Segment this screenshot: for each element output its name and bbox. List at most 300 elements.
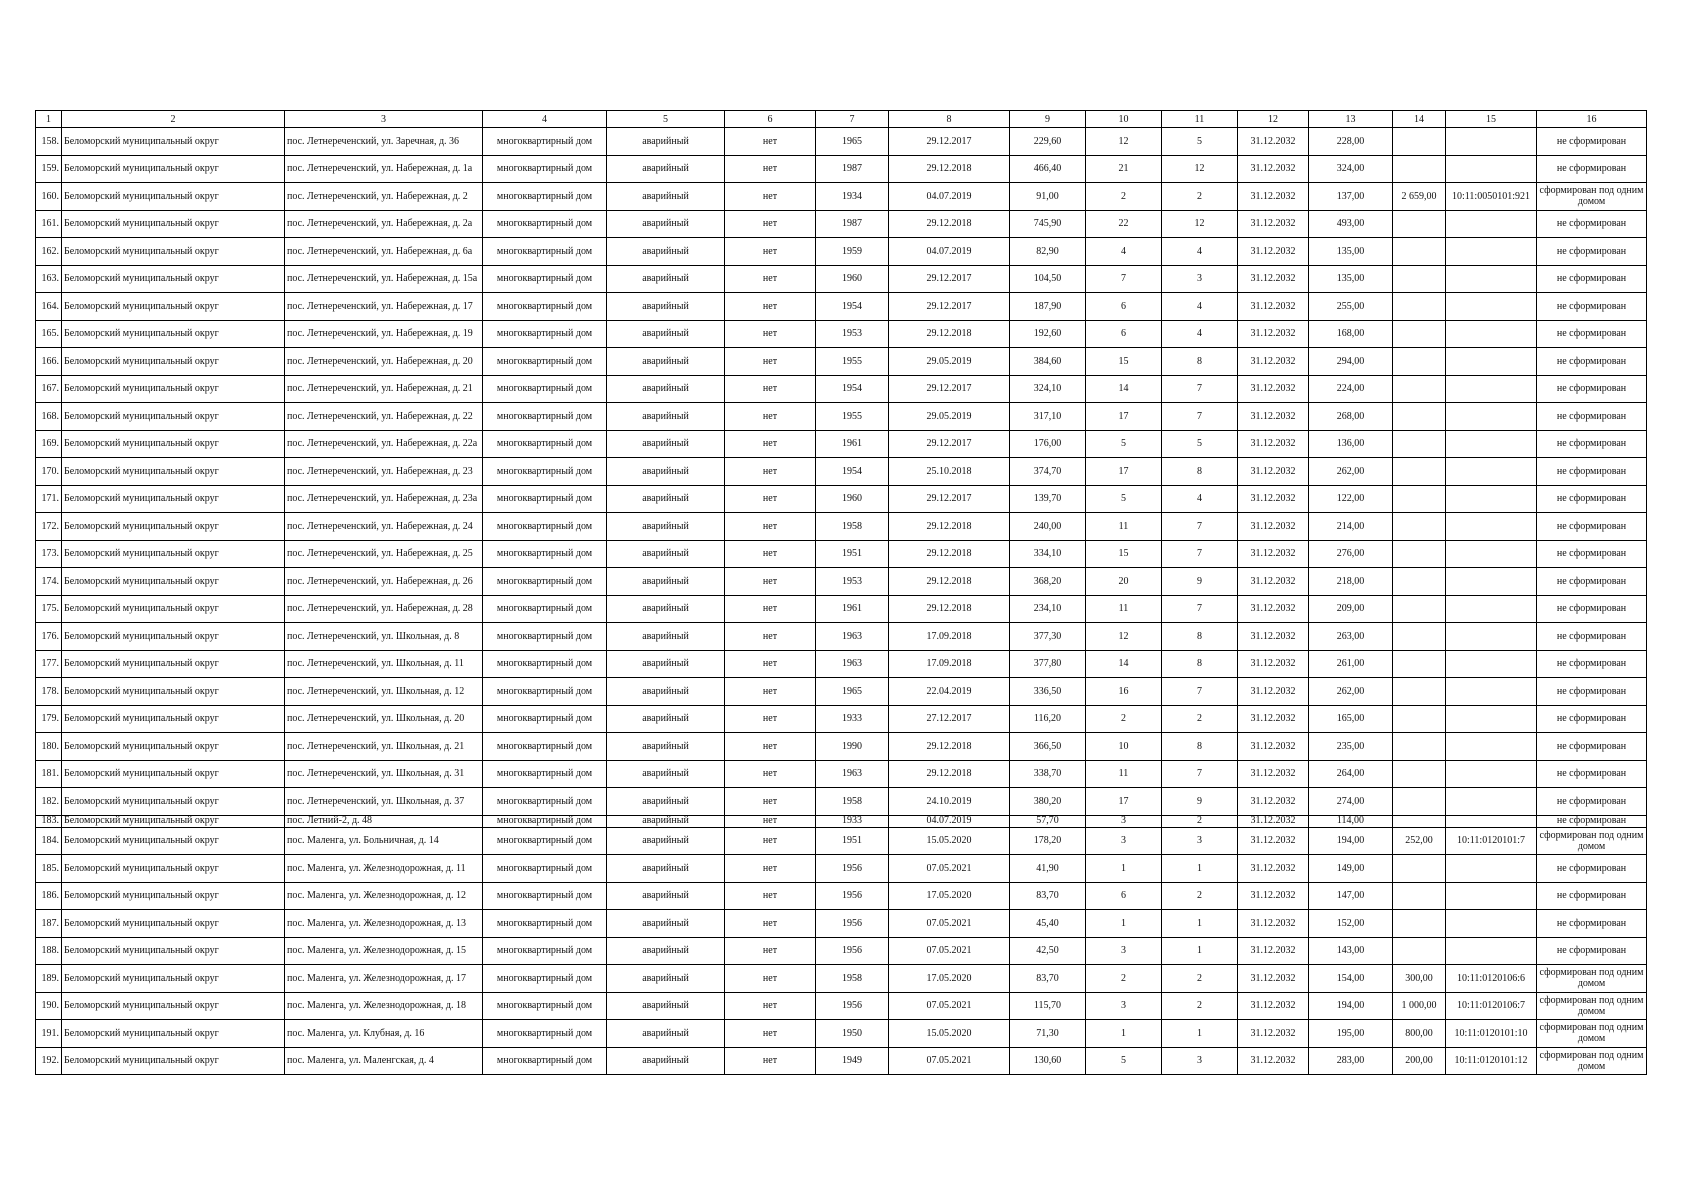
- table-cell: 154,00: [1309, 965, 1393, 993]
- table-cell: нет: [725, 623, 816, 651]
- table-cell: 143,00: [1309, 937, 1393, 965]
- table-cell: 317,10: [1010, 403, 1086, 431]
- table-cell: 234,10: [1010, 595, 1086, 623]
- table-cell: Беломорский муниципальный округ: [62, 513, 285, 541]
- table-cell: 29.05.2019: [889, 348, 1010, 376]
- table-cell: 1956: [816, 855, 889, 883]
- table-cell: 136,00: [1309, 430, 1393, 458]
- table-cell: 29.12.2017: [889, 128, 1010, 156]
- table-cell: 2: [1162, 183, 1238, 211]
- table-cell: многоквартирный дом: [483, 815, 607, 827]
- table-cell: [1393, 760, 1446, 788]
- table-cell: не сформирован: [1537, 293, 1647, 321]
- table-cell: 29.12.2018: [889, 513, 1010, 541]
- table-cell: Беломорский муниципальный округ: [62, 485, 285, 513]
- table-cell: [1446, 855, 1537, 883]
- table-cell: пос. Летнереченский, ул. Набережная, д. 20: [285, 348, 483, 376]
- column-header: 1: [36, 111, 62, 128]
- table-cell: 31.12.2032: [1238, 827, 1309, 855]
- header-row: [36, 111, 1647, 128]
- table-cell: 31.12.2032: [1238, 650, 1309, 678]
- table-cell: не сформирован: [1537, 485, 1647, 513]
- table-cell: 1959: [816, 238, 889, 266]
- column-header: 15: [1446, 111, 1537, 128]
- table-cell: нет: [725, 733, 816, 761]
- table-cell: пос. Летнереченский, ул. Набережная, д. 21: [285, 375, 483, 403]
- table-cell: пос. Летнереченский, ул. Набережная, д. 22: [285, 403, 483, 431]
- table-cell: пос. Летнереченский, ул. Набережная, д. 28: [285, 595, 483, 623]
- table-cell: 1960: [816, 265, 889, 293]
- column-header: 12: [1238, 111, 1309, 128]
- table-cell: [1393, 485, 1446, 513]
- table-row: [36, 485, 1647, 513]
- table-cell: 159.: [36, 155, 62, 183]
- table-cell: 334,10: [1010, 540, 1086, 568]
- column-header: 16: [1537, 111, 1647, 128]
- table-cell: аварийный: [607, 910, 725, 938]
- table-cell: многоквартирный дом: [483, 992, 607, 1020]
- table-cell: сформирован под одним домом: [1537, 827, 1647, 855]
- table-cell: 1956: [816, 882, 889, 910]
- table-cell: нет: [725, 265, 816, 293]
- table-cell: [1393, 705, 1446, 733]
- table-cell: 1: [1086, 855, 1162, 883]
- table-cell: 31.12.2032: [1238, 1047, 1309, 1075]
- table-cell: 8: [1162, 650, 1238, 678]
- table-cell: [1393, 937, 1446, 965]
- table-cell: пос. Летнереченский, ул. Набережная, д. 23: [285, 458, 483, 486]
- table-cell: 170.: [36, 458, 62, 486]
- table-cell: 130,60: [1010, 1047, 1086, 1075]
- table-cell: 149,00: [1309, 855, 1393, 883]
- table-cell: Беломорский муниципальный округ: [62, 992, 285, 1020]
- table-row: [36, 733, 1647, 761]
- table-cell: 178.: [36, 678, 62, 706]
- table-cell: 17.05.2020: [889, 965, 1010, 993]
- table-cell: 276,00: [1309, 540, 1393, 568]
- table-cell: 178,20: [1010, 827, 1086, 855]
- table-cell: 1963: [816, 623, 889, 651]
- table-cell: Беломорский муниципальный округ: [62, 458, 285, 486]
- table-cell: 187,90: [1010, 293, 1086, 321]
- table-cell: 6: [1086, 320, 1162, 348]
- table-cell: 493,00: [1309, 210, 1393, 238]
- table-row: [36, 210, 1647, 238]
- table-cell: Беломорский муниципальный округ: [62, 1020, 285, 1048]
- table-cell: Беломорский муниципальный округ: [62, 650, 285, 678]
- table-cell: многоквартирный дом: [483, 513, 607, 541]
- table-cell: многоквартирный дом: [483, 760, 607, 788]
- table-cell: 31.12.2032: [1238, 540, 1309, 568]
- table-cell: 5: [1086, 485, 1162, 513]
- table-cell: 9: [1162, 568, 1238, 596]
- table-cell: аварийный: [607, 650, 725, 678]
- table-cell: аварийный: [607, 992, 725, 1020]
- table-cell: 1987: [816, 210, 889, 238]
- table-cell: 7: [1162, 540, 1238, 568]
- table-cell: Беломорский муниципальный округ: [62, 910, 285, 938]
- table-cell: 07.05.2021: [889, 855, 1010, 883]
- table-cell: не сформирован: [1537, 348, 1647, 376]
- table-cell: пос. Летнереченский, ул. Набережная, д. 23а: [285, 485, 483, 513]
- table-cell: многоквартирный дом: [483, 293, 607, 321]
- table-row: [36, 458, 1647, 486]
- table-cell: 31.12.2032: [1238, 320, 1309, 348]
- table-cell: 29.12.2017: [889, 375, 1010, 403]
- table-cell: нет: [725, 788, 816, 816]
- table-cell: аварийный: [607, 458, 725, 486]
- table-cell: 224,00: [1309, 375, 1393, 403]
- table-cell: 380,20: [1010, 788, 1086, 816]
- table-cell: нет: [725, 678, 816, 706]
- table-cell: Беломорский муниципальный округ: [62, 882, 285, 910]
- table-cell: Беломорский муниципальный округ: [62, 623, 285, 651]
- table-cell: пос. Летнереченский, ул. Набережная, д. 2а: [285, 210, 483, 238]
- table-cell: 189.: [36, 965, 62, 993]
- table-cell: 252,00: [1393, 827, 1446, 855]
- table-row: [36, 128, 1647, 156]
- table-cell: Беломорский муниципальный округ: [62, 827, 285, 855]
- table-cell: 384,60: [1010, 348, 1086, 376]
- table-cell: 186.: [36, 882, 62, 910]
- table-cell: 228,00: [1309, 128, 1393, 156]
- table-cell: 31.12.2032: [1238, 183, 1309, 211]
- table-cell: аварийный: [607, 595, 725, 623]
- table-row: [36, 678, 1647, 706]
- table-cell: нет: [725, 183, 816, 211]
- table-cell: 114,00: [1309, 815, 1393, 827]
- table-cell: не сформирован: [1537, 650, 1647, 678]
- table-cell: 1: [1086, 910, 1162, 938]
- table-row: [36, 965, 1647, 993]
- table-cell: аварийный: [607, 965, 725, 993]
- table-cell: 183.: [36, 815, 62, 827]
- table-row: [36, 760, 1647, 788]
- table-cell: 1 000,00: [1393, 992, 1446, 1020]
- table-cell: сформирован под одним домом: [1537, 1047, 1647, 1075]
- table-cell: [1393, 210, 1446, 238]
- table-cell: не сформирован: [1537, 855, 1647, 883]
- table-cell: 1954: [816, 458, 889, 486]
- table-cell: пос. Маленга, ул. Железнодорожная, д. 17: [285, 965, 483, 993]
- table-cell: 5: [1162, 430, 1238, 458]
- table-row: [36, 183, 1647, 211]
- table-cell: не сформирован: [1537, 210, 1647, 238]
- table-cell: многоквартирный дом: [483, 568, 607, 596]
- table-cell: 11: [1086, 513, 1162, 541]
- table-row: [36, 293, 1647, 321]
- column-header: 8: [889, 111, 1010, 128]
- table-cell: 12: [1162, 155, 1238, 183]
- table-cell: не сформирован: [1537, 788, 1647, 816]
- table-cell: Беломорский муниципальный округ: [62, 1047, 285, 1075]
- table-cell: нет: [725, 375, 816, 403]
- table-cell: 17: [1086, 458, 1162, 486]
- table-cell: [1393, 155, 1446, 183]
- table-cell: [1393, 430, 1446, 458]
- table-cell: 83,70: [1010, 965, 1086, 993]
- table-cell: 71,30: [1010, 1020, 1086, 1048]
- table-cell: 192.: [36, 1047, 62, 1075]
- table-cell: 188.: [36, 937, 62, 965]
- table-cell: [1446, 513, 1537, 541]
- table-cell: многоквартирный дом: [483, 965, 607, 993]
- table-cell: 185.: [36, 855, 62, 883]
- table-cell: 180.: [36, 733, 62, 761]
- table-cell: 07.05.2021: [889, 937, 1010, 965]
- table-cell: 173.: [36, 540, 62, 568]
- table-cell: многоквартирный дом: [483, 183, 607, 211]
- table-cell: 11: [1086, 760, 1162, 788]
- table-cell: нет: [725, 320, 816, 348]
- table-cell: аварийный: [607, 238, 725, 266]
- table-body: [36, 111, 1647, 1075]
- table-cell: 135,00: [1309, 265, 1393, 293]
- table-cell: аварийный: [607, 827, 725, 855]
- table-cell: 83,70: [1010, 882, 1086, 910]
- table-cell: [1393, 458, 1446, 486]
- table-cell: многоквартирный дом: [483, 788, 607, 816]
- table-cell: 29.12.2017: [889, 430, 1010, 458]
- table-cell: аварийный: [607, 155, 725, 183]
- table-cell: [1393, 882, 1446, 910]
- table-cell: не сформирован: [1537, 375, 1647, 403]
- table-cell: 3: [1162, 265, 1238, 293]
- table-row: [36, 265, 1647, 293]
- table-cell: [1393, 623, 1446, 651]
- table-cell: 192,60: [1010, 320, 1086, 348]
- table-cell: многоквартирный дом: [483, 595, 607, 623]
- table-cell: [1446, 485, 1537, 513]
- table-cell: сформирован под одним домом: [1537, 183, 1647, 211]
- table-cell: 214,00: [1309, 513, 1393, 541]
- table-cell: нет: [725, 1020, 816, 1048]
- table-cell: не сформирован: [1537, 540, 1647, 568]
- table-cell: 07.05.2021: [889, 910, 1010, 938]
- table-cell: 3: [1086, 992, 1162, 1020]
- table-cell: пос. Летнереченский, ул. Набережная, д. 19: [285, 320, 483, 348]
- column-header: 6: [725, 111, 816, 128]
- table-cell: аварийный: [607, 485, 725, 513]
- table-cell: многоквартирный дом: [483, 1047, 607, 1075]
- table-cell: 1954: [816, 375, 889, 403]
- table-cell: 29.12.2018: [889, 540, 1010, 568]
- table-cell: аварийный: [607, 183, 725, 211]
- table-cell: 7: [1162, 678, 1238, 706]
- table-cell: аварийный: [607, 293, 725, 321]
- table-cell: пос. Летнереченский, ул. Набережная, д. 25: [285, 540, 483, 568]
- table-cell: нет: [725, 650, 816, 678]
- table-cell: 31.12.2032: [1238, 882, 1309, 910]
- table-cell: [1446, 348, 1537, 376]
- table-cell: 12: [1086, 623, 1162, 651]
- column-header: 13: [1309, 111, 1393, 128]
- table-cell: 177.: [36, 650, 62, 678]
- table-cell: 466,40: [1010, 155, 1086, 183]
- table-cell: 31.12.2032: [1238, 733, 1309, 761]
- table-cell: 07.05.2021: [889, 992, 1010, 1020]
- table-row: [36, 375, 1647, 403]
- table-cell: нет: [725, 128, 816, 156]
- table-cell: 336,50: [1010, 678, 1086, 706]
- table-cell: 15.05.2020: [889, 1020, 1010, 1048]
- table-cell: 1965: [816, 678, 889, 706]
- table-cell: 1953: [816, 568, 889, 596]
- table-cell: 4: [1162, 238, 1238, 266]
- table-cell: многоквартирный дом: [483, 403, 607, 431]
- table-cell: 24.10.2019: [889, 788, 1010, 816]
- table-cell: 1961: [816, 595, 889, 623]
- table-cell: 29.12.2017: [889, 293, 1010, 321]
- table-cell: не сформирован: [1537, 238, 1647, 266]
- table-cell: 179.: [36, 705, 62, 733]
- table-cell: 2: [1162, 705, 1238, 733]
- table-cell: 25.10.2018: [889, 458, 1010, 486]
- table-cell: 07.05.2021: [889, 1047, 1010, 1075]
- table-cell: многоквартирный дом: [483, 320, 607, 348]
- table-cell: 82,90: [1010, 238, 1086, 266]
- table-cell: 12: [1162, 210, 1238, 238]
- column-header: 4: [483, 111, 607, 128]
- table-cell: 7: [1162, 595, 1238, 623]
- table-cell: [1446, 540, 1537, 568]
- table-cell: 164.: [36, 293, 62, 321]
- table-row: [36, 855, 1647, 883]
- table-cell: многоквартирный дом: [483, 678, 607, 706]
- table-cell: 22.04.2019: [889, 678, 1010, 706]
- table-cell: [1393, 910, 1446, 938]
- table-cell: [1393, 128, 1446, 156]
- table-cell: [1446, 733, 1537, 761]
- table-cell: 29.12.2017: [889, 485, 1010, 513]
- table-cell: нет: [725, 992, 816, 1020]
- table-cell: [1446, 882, 1537, 910]
- table-cell: 190.: [36, 992, 62, 1020]
- table-cell: 04.07.2019: [889, 238, 1010, 266]
- table-cell: 10:11:0120106:6: [1446, 965, 1537, 993]
- table-cell: нет: [725, 882, 816, 910]
- table-cell: не сформирован: [1537, 458, 1647, 486]
- table-cell: 191.: [36, 1020, 62, 1048]
- column-header: 10: [1086, 111, 1162, 128]
- table-cell: [1446, 678, 1537, 706]
- table-cell: 163.: [36, 265, 62, 293]
- table-cell: 137,00: [1309, 183, 1393, 211]
- table-cell: [1446, 650, 1537, 678]
- table-cell: аварийный: [607, 513, 725, 541]
- table-cell: 175.: [36, 595, 62, 623]
- table-cell: Беломорский муниципальный округ: [62, 265, 285, 293]
- table-row: [36, 1020, 1647, 1048]
- table-cell: 235,00: [1309, 733, 1393, 761]
- table-cell: Беломорский муниципальный округ: [62, 430, 285, 458]
- table-cell: [1393, 595, 1446, 623]
- table-cell: сформирован под одним домом: [1537, 1020, 1647, 1048]
- table-cell: Беломорский муниципальный округ: [62, 155, 285, 183]
- table-cell: не сформирован: [1537, 678, 1647, 706]
- table-cell: аварийный: [607, 1047, 725, 1075]
- column-header: 3: [285, 111, 483, 128]
- table-cell: пос. Летнереченский, ул. Школьная, д. 12: [285, 678, 483, 706]
- table-cell: пос. Летнереченский, ул. Набережная, д. 1а: [285, 155, 483, 183]
- table-cell: [1446, 293, 1537, 321]
- table-cell: 17.09.2018: [889, 650, 1010, 678]
- table-cell: [1446, 403, 1537, 431]
- table-cell: [1393, 238, 1446, 266]
- table-cell: пос. Летнереченский, ул. Школьная, д. 37: [285, 788, 483, 816]
- table-cell: 1954: [816, 293, 889, 321]
- table-cell: [1393, 403, 1446, 431]
- table-cell: 5: [1086, 430, 1162, 458]
- table-cell: [1446, 210, 1537, 238]
- table-cell: нет: [725, 595, 816, 623]
- table-cell: не сформирован: [1537, 623, 1647, 651]
- table-cell: аварийный: [607, 210, 725, 238]
- table-cell: 10:11:0120101:7: [1446, 827, 1537, 855]
- column-header: 5: [607, 111, 725, 128]
- table-row: [36, 788, 1647, 816]
- table-cell: пос. Летнереченский, ул. Набережная, д. 22а: [285, 430, 483, 458]
- table-cell: 1955: [816, 403, 889, 431]
- table-cell: пос. Маленга, ул. Железнодорожная, д. 13: [285, 910, 483, 938]
- table-cell: [1446, 568, 1537, 596]
- table-cell: [1393, 650, 1446, 678]
- table-cell: 152,00: [1309, 910, 1393, 938]
- table-cell: [1393, 788, 1446, 816]
- table-row: [36, 238, 1647, 266]
- table-cell: пос. Летнереченский, ул. Набережная, д. 26: [285, 568, 483, 596]
- table-cell: 338,70: [1010, 760, 1086, 788]
- table-cell: 2: [1162, 815, 1238, 827]
- table-cell: 8: [1162, 348, 1238, 376]
- table-cell: [1446, 320, 1537, 348]
- table-cell: пос. Летнереченский, ул. Набережная, д. 24: [285, 513, 483, 541]
- table-cell: не сформирован: [1537, 733, 1647, 761]
- table-cell: 3: [1086, 937, 1162, 965]
- table-cell: 31.12.2032: [1238, 910, 1309, 938]
- table-cell: 2: [1162, 992, 1238, 1020]
- table-cell: 3: [1162, 1047, 1238, 1075]
- table-cell: [1446, 815, 1537, 827]
- table-cell: Беломорский муниципальный округ: [62, 815, 285, 827]
- table-cell: Беломорский муниципальный округ: [62, 210, 285, 238]
- table-row: [36, 403, 1647, 431]
- table-cell: 1963: [816, 650, 889, 678]
- table-cell: 147,00: [1309, 882, 1393, 910]
- table-cell: аварийный: [607, 855, 725, 883]
- table-cell: многоквартирный дом: [483, 238, 607, 266]
- table-cell: 17: [1086, 403, 1162, 431]
- table-cell: 5: [1086, 1047, 1162, 1075]
- table-cell: 10:11:0120101:10: [1446, 1020, 1537, 1048]
- table-cell: многоквартирный дом: [483, 1020, 607, 1048]
- table-cell: нет: [725, 540, 816, 568]
- table-cell: 1965: [816, 128, 889, 156]
- table-cell: 31.12.2032: [1238, 513, 1309, 541]
- table-cell: нет: [725, 430, 816, 458]
- table-cell: 1: [1162, 910, 1238, 938]
- table-cell: многоквартирный дом: [483, 650, 607, 678]
- table-cell: нет: [725, 348, 816, 376]
- table-cell: 255,00: [1309, 293, 1393, 321]
- table-cell: не сформирован: [1537, 128, 1647, 156]
- column-header: 11: [1162, 111, 1238, 128]
- table-cell: 15: [1086, 540, 1162, 568]
- table-cell: 20: [1086, 568, 1162, 596]
- table-cell: 171.: [36, 485, 62, 513]
- table-cell: 262,00: [1309, 678, 1393, 706]
- table-cell: 274,00: [1309, 788, 1393, 816]
